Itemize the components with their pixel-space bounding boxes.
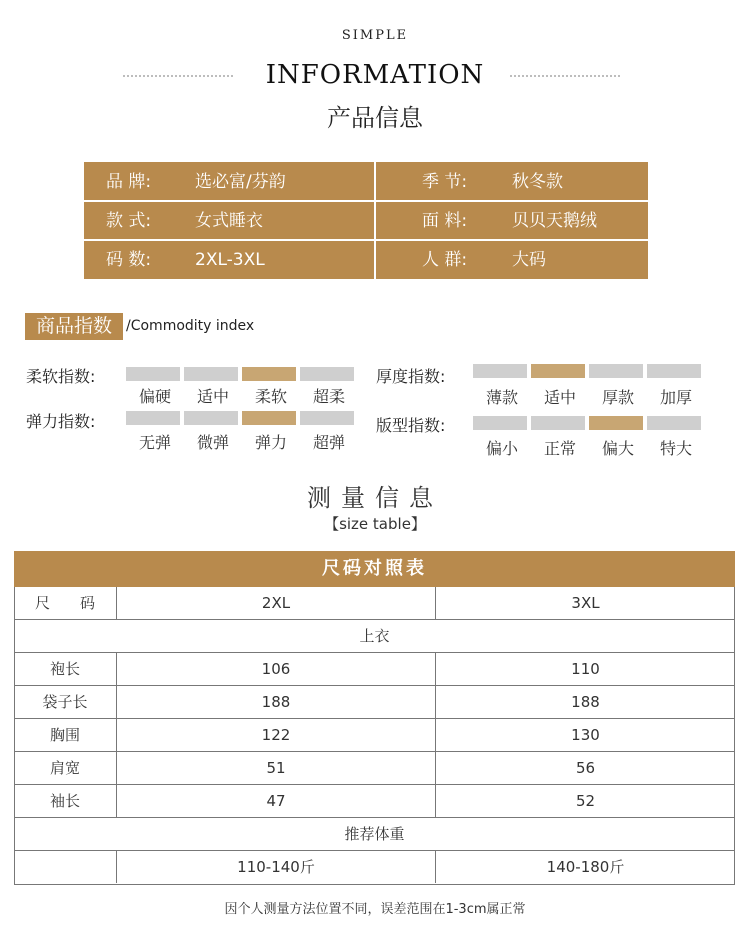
- measurement-note: 因个人测量方法位置不同，误差范围在1-3cm属正常: [224, 902, 526, 917]
- size-table-title: 尺码对照表: [14, 551, 735, 587]
- softness-bar-3: [242, 367, 296, 381]
- elasticity-bar-3: [242, 411, 296, 425]
- thickness-bar-3: [589, 364, 643, 378]
- softness-option: 超柔: [312, 387, 345, 406]
- fit-bar-2: [531, 416, 585, 430]
- table-row: [15, 751, 734, 784]
- elasticity-bar-4: [300, 411, 354, 425]
- softness-bar-2: [184, 367, 238, 381]
- thickness-label: 厚度指数:: [376, 367, 446, 386]
- table-row: [15, 685, 734, 718]
- table-row: [15, 850, 734, 884]
- elasticity-option: 微弹: [196, 433, 229, 452]
- product-info-table: [84, 162, 648, 279]
- size-header-label: 尺 码: [34, 594, 95, 612]
- index-subtitle: /Commodity index: [126, 318, 255, 334]
- row-value-3xl: 188: [435, 686, 735, 718]
- thickness-bar-2: [531, 364, 585, 378]
- row-value-3xl: 110: [435, 653, 735, 685]
- thickness-option: 加厚: [659, 388, 692, 407]
- softness-option: 偏硬: [138, 387, 171, 406]
- elasticity-bar-1: [126, 411, 180, 425]
- table-row: [15, 817, 734, 850]
- fit-label: 版型指数:: [376, 416, 446, 435]
- fit-option: 偏小: [485, 439, 518, 458]
- season-label: 季 节:: [422, 172, 468, 192]
- row-name: 袍长: [49, 660, 80, 678]
- row-value-3xl: 56: [435, 752, 735, 784]
- season-value: 秋冬款: [512, 172, 563, 192]
- fit-option: 正常: [543, 439, 576, 458]
- size-header-3xl: 3XL: [435, 587, 735, 619]
- fit-option: 特大: [659, 439, 692, 458]
- thickness-bar-1: [473, 364, 527, 378]
- row-value-2xl: 51: [116, 752, 435, 784]
- row-name: 袋子长: [42, 693, 88, 711]
- row-name: 袖长: [49, 792, 80, 810]
- brand-label: 品 牌:: [106, 172, 152, 192]
- row-name: 肩宽: [49, 759, 80, 777]
- thickness-option: 厚款: [601, 388, 634, 407]
- fit-bar-1: [473, 416, 527, 430]
- row-value-3xl: 52: [435, 785, 735, 817]
- audience-value: 大码: [512, 250, 546, 270]
- elasticity-option: 无弹: [138, 433, 171, 452]
- size-table-label: 【size table】: [324, 515, 426, 533]
- table-row: [15, 619, 734, 652]
- info-divider: [374, 162, 376, 279]
- row-value-3xl: 130: [435, 719, 735, 751]
- thickness-option: 适中: [543, 388, 576, 407]
- fit-option: 偏大: [601, 439, 634, 458]
- simple-label: SIMPLE: [341, 28, 409, 43]
- size-range-value: 2XL-3XL: [195, 250, 265, 270]
- style-label: 款 式:: [106, 211, 152, 231]
- page-title: INFORMATION: [265, 60, 485, 90]
- table-row: [15, 587, 734, 619]
- weight-3xl: 140-180斤: [435, 851, 735, 883]
- fabric-value: 贝贝天鹅绒: [512, 211, 597, 231]
- softness-option: 适中: [196, 387, 229, 406]
- weight-label: [15, 851, 115, 883]
- fabric-label: 面 料:: [422, 211, 468, 231]
- index-title: 商品指数: [35, 315, 112, 337]
- row-value-2xl: 122: [116, 719, 435, 751]
- softness-bar-4: [300, 367, 354, 381]
- table-row: [15, 784, 734, 817]
- row-value-2xl: 47: [116, 785, 435, 817]
- table-row: [15, 718, 734, 751]
- section-top: 上衣: [359, 627, 390, 645]
- brand-value: 选必富/芬韵: [195, 172, 286, 192]
- page-subtitle: 产品信息: [327, 104, 423, 132]
- elasticity-option: 超弹: [312, 433, 345, 452]
- weight-2xl: 110-140斤: [116, 851, 435, 883]
- elasticity-bar-2: [184, 411, 238, 425]
- softness-option: 柔软: [254, 387, 287, 406]
- softness-bar-1: [126, 367, 180, 381]
- info-divider: [84, 200, 648, 202]
- row-value-2xl: 188: [116, 686, 435, 718]
- table-row: [15, 652, 734, 685]
- measure-title: 测量信息: [307, 484, 443, 512]
- row-value-2xl: 106: [116, 653, 435, 685]
- elasticity-option: 弹力: [254, 433, 287, 452]
- style-value: 女式睡衣: [195, 211, 263, 231]
- softness-label: 柔软指数:: [26, 367, 96, 386]
- thickness-bar-4: [647, 364, 701, 378]
- size-range-label: 码 数:: [106, 250, 152, 270]
- thickness-option: 薄款: [485, 388, 518, 407]
- section-weight: 推荐体重: [344, 825, 405, 843]
- size-header-2xl: 2XL: [116, 587, 435, 619]
- fit-bar-3: [589, 416, 643, 430]
- size-table-grid: [14, 587, 735, 885]
- audience-label: 人 群:: [422, 250, 468, 270]
- row-name: 胸围: [49, 726, 80, 744]
- fit-bar-4: [647, 416, 701, 430]
- elasticity-label: 弹力指数:: [26, 412, 96, 431]
